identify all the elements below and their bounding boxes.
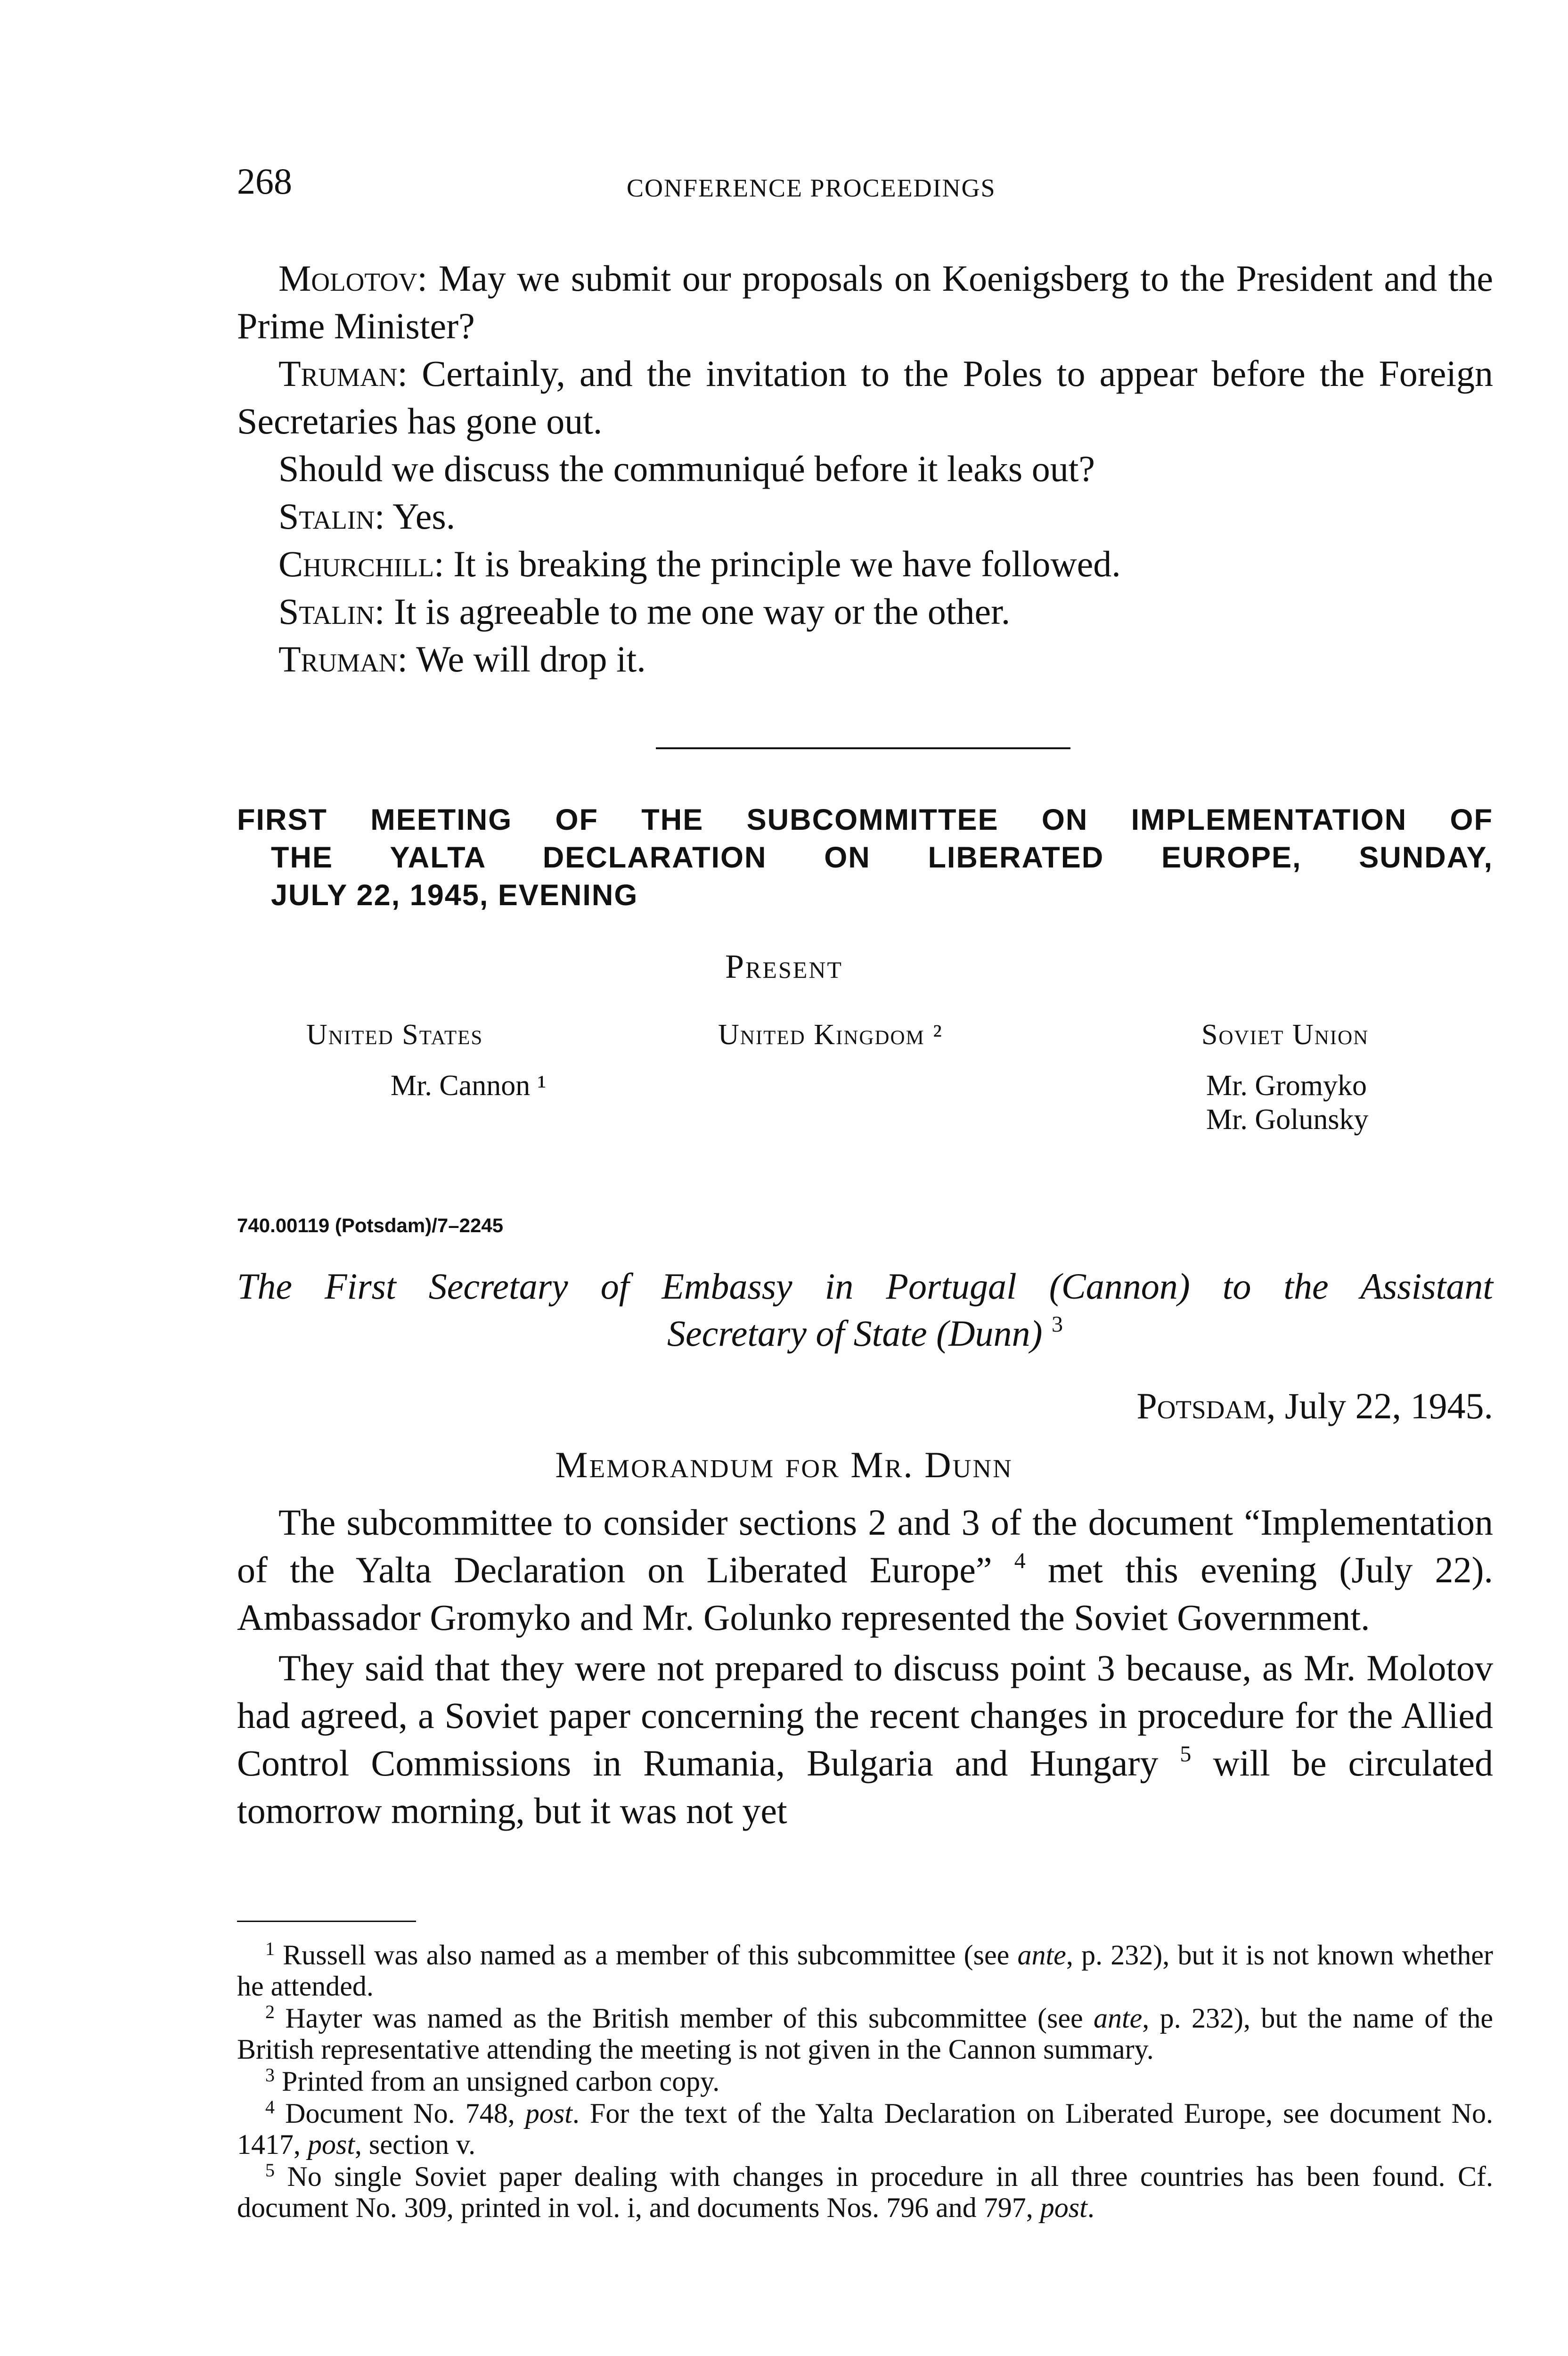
file-reference: 740.00119 (Potsdam)/7–2245: [237, 1214, 504, 1236]
footnote: $^4$ Document No. 748, post. For the text of the Yalta Declaration on Liberated Europe, see document No. 1417, post, section v.: [237, 2096, 1493, 2160]
dialogue-line: [237, 445, 1493, 492]
dialogue-text: We will drop it.: [416, 638, 646, 679]
footnote: $^5$ No single Soviet paper dealing with changes in procedure in all three countries has been found. Cf. document No. 309, printed in vol. i, and documents Nos. 796 and 797, post.: [237, 2160, 1494, 2223]
footnote-ref: 5: [1180, 1742, 1192, 1767]
footnote: $^2$ Hayter was named as the British member of this subcommittee (see ante, p. 232), but the name of the British representative attending the meeting is not given in the Cannon summary.: [237, 2001, 1494, 2065]
footnote-divider: [237, 1921, 416, 1922]
dialogue-text: May we submit our proposals on Koenigsberg to the President and the Prime Minister?: [237, 258, 1493, 346]
footnote: $^1$ Russell was also named as a member of this subcommittee (see ante, p. 232), but it is not known whether he attended.: [237, 1938, 1493, 2002]
speaker-name: Stalin:: [278, 591, 385, 632]
uk-heading: United Kingdom ²: [718, 1019, 943, 1051]
dialogue-text: It is agreeable to me one way or the other.: [394, 591, 1011, 632]
document-title-text: Secretary of State (Dunn): [667, 1313, 1043, 1354]
memo-body: [237, 1498, 1493, 1834]
document-title-line: [237, 1310, 1493, 1357]
footnote-number: 2: [265, 2001, 275, 2022]
dialogue-line: [237, 254, 1493, 350]
dialogue-text: Yes.: [392, 496, 456, 537]
running-head: CONFERENCE PROCEEDINGS: [627, 174, 996, 202]
dialogue-text: It is breaking the principle we have followed.: [453, 543, 1121, 584]
date: July 22, 1945.: [1284, 1385, 1493, 1426]
body-paragraph: The subcommittee to consider sections 2 and 3 of the document “Implementation of the Yalta Declaration on Liberated Europe” $^4$ met this evening (July 22). Ambassador Gromyko and Mr. Golunko represented the Soviet Government.: [237, 1502, 1493, 1638]
footnote-ref: 4: [1014, 1548, 1026, 1573]
dialogue-line: [237, 350, 1493, 445]
meeting-heading-line: FIRST MEETING OF THE SUBCOMMITTEE ON IMPLEMENTATION OF: [237, 803, 1493, 836]
us-heading: United States: [306, 1019, 483, 1051]
soviet-member: Mr. Golunsky: [1206, 1104, 1369, 1136]
dialogue-line: [237, 492, 1493, 540]
dialogue-transcript: [237, 254, 1493, 683]
footnote-number: 3: [265, 2064, 275, 2086]
us-member: Mr. Cannon ¹: [391, 1070, 547, 1102]
footnote-number: 5: [265, 2160, 275, 2181]
section-divider: [656, 747, 1070, 749]
dialogue-text: Should we discuss the communiqué before it leaks out?: [278, 448, 1095, 489]
memo-heading: Memorandum for Mr. Dunn: [555, 1444, 1013, 1485]
dialogue-line: [237, 540, 1493, 588]
speaker-name: Stalin:: [278, 496, 385, 537]
body-paragraph: They said that they were not prepared to discuss point 3 because, as Mr. Molotov had agreed, a Soviet paper concerning the recent changes in procedure for the Allied Control Commissions in Rumania, Bulgaria and Hungary $^5$ will be circulated tomorrow morning, but it was not yet: [237, 1647, 1494, 1831]
soviet-member: Mr. Gromyko: [1206, 1070, 1367, 1102]
page-number: 268: [237, 161, 292, 202]
speaker-name: Truman:: [278, 638, 408, 679]
dialogue-line: [237, 588, 1493, 635]
meeting-heading-line: THE YALTA DECLARATION ON LIBERATED EUROPE, SUNDAY,: [271, 841, 1493, 874]
present-label: Present: [725, 948, 843, 985]
document-title: [237, 1263, 1493, 1357]
footnote: $^3$ Printed from an unsigned carbon copy.: [265, 2064, 720, 2097]
meeting-heading: [237, 801, 1493, 914]
dialogue-text: Certainly, and the invitation to the Poles to appear before the Foreign Secretaries has gone out.: [237, 353, 1494, 442]
dialogue-line: [237, 635, 1493, 683]
footnote-number: 1: [265, 1938, 275, 1959]
soviet-heading: Soviet Union: [1201, 1019, 1369, 1051]
footnote-number: 4: [265, 2096, 275, 2118]
document-title-line: The First Secretary of Embassy in Portugal (Cannon) to the Assistant: [237, 1266, 1493, 1307]
place-date: [1136, 1385, 1493, 1426]
speaker-name: Churchill:: [278, 543, 444, 584]
speaker-name: Molotov:: [278, 258, 428, 299]
footnote-ref: 3: [1051, 1312, 1063, 1337]
meeting-heading-line: JULY 22, 1945, EVENING: [271, 879, 638, 912]
footnotes: [237, 1939, 1493, 2224]
place: Potsdam,: [1136, 1385, 1276, 1426]
speaker-name: Truman:: [278, 353, 408, 394]
